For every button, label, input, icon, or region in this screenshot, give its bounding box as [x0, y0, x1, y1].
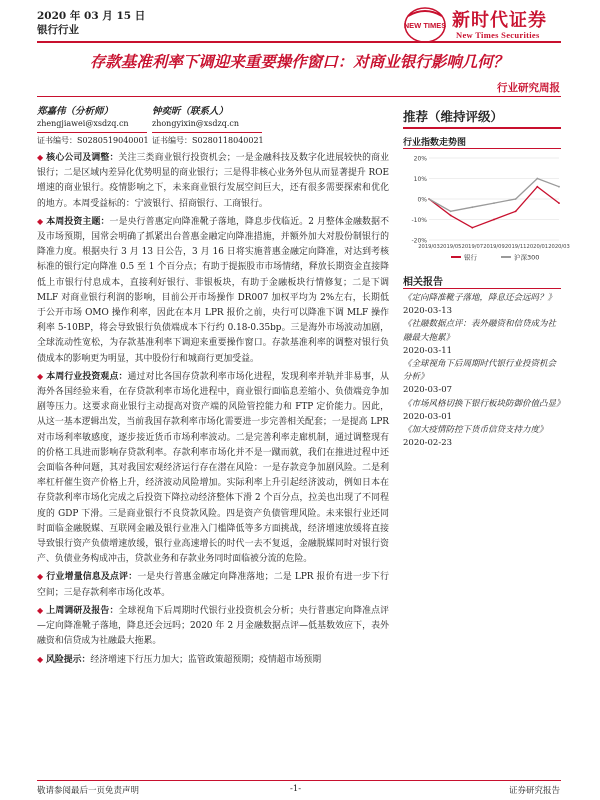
section-heading: 本周投资主题： — [46, 216, 110, 227]
related-report-item[interactable] — [403, 292, 563, 318]
section-text: 关注三类商业银行投资机会；一是金融科技及数字化进展较快的商业银行；二是区域内差异化优势明显的商业银行；三是得非核心业务外包从而显著提升 ROE 增速的商业银行。疫情影响之下，未来商业银行发展空间巨大，还有很多需要探索和优化的地方。本周受益标的：宁波银行、招商银行、工商银行。 — [37, 153, 390, 209]
data-point — [471, 206, 473, 208]
footer-report-label: 证券研究报告 — [508, 786, 560, 796]
related-reports-title: 相关报告 — [403, 277, 443, 288]
section-heading: 风险提示： — [45, 654, 91, 665]
x-tick-label: 2019/09 — [483, 244, 505, 250]
data-point — [515, 210, 517, 212]
index-trend-chart — [403, 152, 570, 264]
data-point — [536, 178, 538, 180]
related-divider — [403, 288, 561, 289]
data-point — [558, 186, 560, 188]
section-incremental-info — [37, 569, 389, 600]
bullet-icon: ◆ — [37, 654, 44, 664]
section-core-companies — [37, 150, 389, 212]
chart-divider — [403, 148, 561, 149]
section-investment-theme — [37, 214, 389, 367]
contact-cert: 证书编号：S0280118040021 — [152, 136, 264, 145]
bullet-icon: ◆ — [37, 216, 44, 226]
section-text: 一是央行普惠金融定向降准落地；二是 LPR 报价有进一步下行空间；三是存款利率市场化改革。 — [37, 572, 390, 598]
bullet-icon: ◆ — [37, 572, 44, 582]
related-report-title[interactable]: 《加大疫情防控下货币信贷支持力度》 — [403, 425, 548, 436]
contact-card — [152, 106, 264, 147]
analyst-card — [37, 106, 149, 147]
related-report-item[interactable] — [403, 358, 563, 398]
analyst-name: 郑嘉伟（分析师） — [37, 106, 114, 117]
related-report-title[interactable]: 《市场风格切换下银行板块防御价值凸显》 — [403, 398, 565, 409]
analyst-email[interactable]: zhengjiawei@xsdzq.cn — [37, 119, 129, 128]
data-point — [471, 227, 473, 229]
data-point — [450, 210, 452, 212]
y-tick-label: 0% — [417, 196, 427, 204]
related-report-title[interactable]: 《社融数据点评：表外融资和信贷成为社融最大拖累》 — [403, 319, 557, 343]
page-number: -1- — [290, 784, 302, 794]
title-divider — [37, 96, 561, 97]
data-point — [536, 186, 538, 188]
x-tick-label: 2020/01 — [526, 244, 549, 250]
data-point — [515, 198, 517, 200]
logo-text: NEW TIMES — [403, 21, 447, 30]
rating: 推荐（维持评级） — [403, 109, 504, 124]
related-report-item[interactable] — [403, 318, 563, 358]
footer-divider — [37, 780, 561, 781]
x-tick-label: 2020/03 — [548, 244, 570, 250]
header-divider — [37, 41, 561, 43]
chart-title: 行业指数走势图 — [403, 138, 467, 148]
related-report-date: 2020-03-07 — [403, 385, 453, 396]
x-tick-label: 2019/11 — [504, 244, 527, 250]
bullet-icon: ◆ — [37, 371, 44, 381]
y-tick-label: -20% — [411, 237, 427, 245]
related-report-item[interactable] — [403, 398, 563, 424]
related-report-date: 2020-02-23 — [403, 438, 453, 449]
data-point — [428, 198, 430, 200]
related-report-title[interactable]: 《定向降准靴子落地，降息还会远吗？》 — [403, 293, 557, 303]
related-report-item[interactable] — [403, 424, 563, 450]
analyst-cert: 证书编号：S0280519040001 — [37, 136, 149, 145]
company-logo — [402, 4, 448, 44]
section-heading: 本周行业投资观点： — [46, 371, 128, 382]
industry-label: 银行行业 — [37, 24, 79, 36]
report-title: 存款基准利率下调迎来重要操作窗口：对商业银行影响几何？ — [89, 52, 509, 71]
section-text: 通过对比各国存贷款利率市场化进程，发现利率并轨并非易事，从海外各国经验来看，在存贷款利率市场化进程中，商业银行面临息差缩小、负债端竞争加剧等压力。这要求商业银行主动提高对资产端的风险管控能力和 FTP 定价能力。因此，从这一基本逻辑出发，当前我国存款利率市场化需要进一步完善相关配套；一是提高 LPR 对市场利率敏感度，逐步接近货币市场利率波动。二是完善利率走廊机制，通过调整现有的价格工具进而影响存贷款利率。存款利率市场化并不是一蹴而就，我们在推进过程中还会面临各种问题，其对我国宏观经济运行存在潜在风险：一是存款竞争加剧风险。二是利率杠杆催生资产价格上升，经济波动风险增加。实际利率上升引起经济波动，例如日本在存贷款利率市场化完成之后投资下降拉动经济整体下滑 2 个百分点，拉美也出现了不同程度的 GDP 下滑。三是商业银行不良贷款风险。四是资产负债管理风险。未来银行业还同时面临金融脱媒、互联网金融及银行业准入门槛降低等多方面挑战，经济增速放缓将直接导致银行资产负债增速放缓，银行业高速增长的时代一去不复返，金融脱媒同时对银行资产、负债业务构成冲击，贷款业务和存款业务同时面临被分流的危险。 — [37, 371, 390, 565]
related-report-date: 2020-03-13 — [403, 306, 453, 317]
legend-label: 银行 — [464, 253, 477, 262]
bullet-icon: ◆ — [37, 153, 44, 162]
contact-email[interactable]: zhongyixin@xsdzq.cn — [152, 119, 240, 128]
section-heading: 核心公司及调整： — [46, 153, 119, 163]
x-tick-label: 2019/07 — [461, 244, 484, 250]
related-reports-list — [403, 292, 563, 450]
x-tick-label: 2019/03 — [418, 244, 440, 250]
section-text: 一是央行普惠定向降准靴子落地，降息步伐临近。2 月整体金融数据不及市场预期，国常会明确了抓紧出台普惠金融定向降准措施，并额外加大对股份制银行的降准力度。根据央行 3 月 13 日公告，3 月 16 日将实施普惠金融定向降准，对达到考核标准的银行定向降准 0.5 至 1 个百分点；有助于提振股市市场情绪，释放长期资金直接降低上市银行付息成本，直接利好银行、非银板块，有助于金融板块行情修复；二是下调 MLF 对商业银行利润的影响，目前公开市场操作 DR007 加权平均为 2%左右，长期低于公开市场 OMO 操作利率，因此在本月 LPR 报价之前，央行可以降准下调 MLF 操作利率 5-10BP，将会导致银行负债端成本下行约 0.18-0.35bp。三是海外市场波动加剧，全球流动性宽松，为存款基准利率下调迎来重要操作窗口。存款基准利率的调整对银行负债成本的影响更为明显，其中股份行和城商行更加受益。 — [37, 216, 389, 364]
report-date: 2020 年 03 月 15 日 — [37, 10, 146, 22]
y-tick-label: 10% — [413, 176, 427, 183]
x-tick-label: 2019/05 — [439, 244, 462, 250]
report-type: 行业研究周报 — [497, 82, 560, 94]
data-point — [450, 215, 452, 217]
related-report-title[interactable]: 《全球视角下后周期时代银行业投资机会分析》 — [403, 359, 557, 383]
rating-divider — [403, 127, 561, 129]
section-heading: 上周调研及报告： — [46, 605, 119, 616]
section-industry-view — [37, 369, 389, 568]
section-research-reports — [37, 603, 389, 650]
y-tick-label: 20% — [413, 155, 427, 163]
bullet-icon: ◆ — [37, 605, 44, 615]
related-report-date: 2020-03-11 — [403, 345, 453, 356]
brand-name-en: New Times Securities — [456, 30, 540, 40]
section-text: 全球视角下后周期时代银行业投资机会分析；央行普惠定向降准点评—定向降准靴子落地，降息还会远吗；2020 年 2 月金融数据点评—低基数效应下，表外融资和信贷成为社融最大拖累。 — [37, 605, 390, 647]
section-risk — [37, 652, 389, 668]
footer-disclaimer[interactable]: 敬请参阅最后一页免责声明 — [37, 786, 140, 796]
contact-name: 钟奕昕（联系人） — [152, 106, 229, 117]
brand-name-cn: 新时代证券 — [452, 10, 547, 31]
legend-label: 沪深300 — [514, 253, 540, 262]
y-tick-label: -10% — [411, 217, 427, 224]
main-body — [37, 150, 389, 670]
contact-divider — [152, 132, 262, 133]
section-text: 经济增速下行压力加大；监管政策超预期；疫情超市场预期 — [90, 654, 322, 665]
data-point — [493, 219, 495, 221]
data-point — [558, 202, 560, 204]
related-report-date: 2020-03-01 — [403, 411, 453, 422]
data-point — [493, 202, 495, 204]
analyst-divider — [37, 132, 147, 133]
section-heading: 行业增量信息及点评： — [46, 572, 138, 583]
